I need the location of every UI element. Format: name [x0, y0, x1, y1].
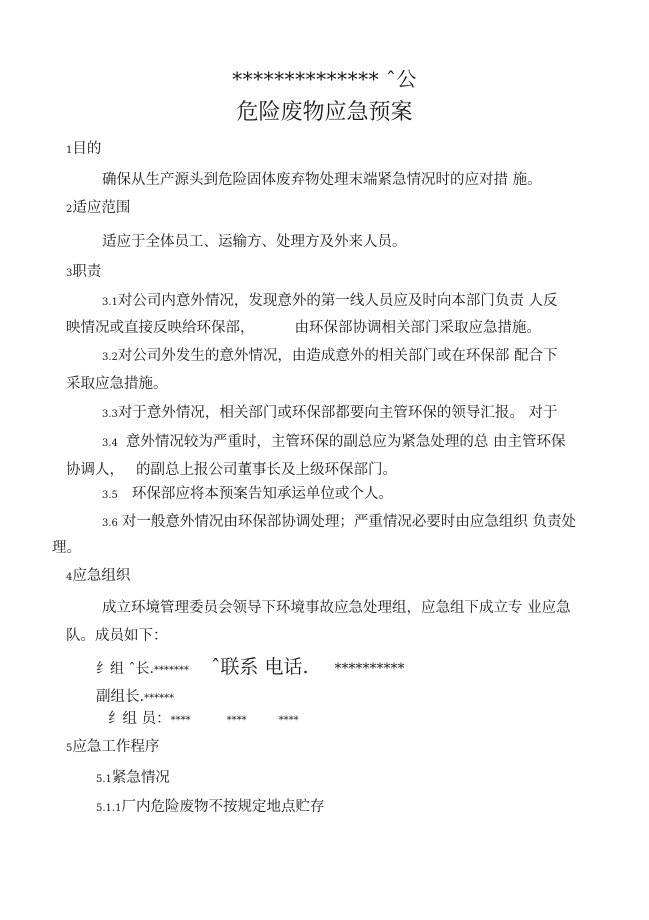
subsection-5-1-heading — [96, 769, 170, 789]
clause-text: 环保部应将本预案告知承运单位或个人。 — [131, 486, 393, 502]
clause-3-4-continuation — [66, 461, 397, 479]
deputy-leader-label: 副组长. — [96, 689, 145, 705]
subsection-5-1-1-heading — [96, 798, 324, 818]
clause-text: 意外情况较为严重时，主管环保的副总应为紧急处理的总 由主管环保 — [125, 434, 566, 450]
team-members-label: 纟组 员： — [108, 711, 171, 727]
clause-number: 3.2 — [102, 352, 118, 363]
deputy-leader-row — [96, 688, 174, 708]
section-title: 目的 — [72, 141, 102, 157]
section-2-heading — [66, 199, 130, 219]
clause-text: 对一般意外情况由环保部协调处理；严重情况必要时由应急组织 负责处 — [121, 514, 577, 530]
team-member: **** — [170, 715, 191, 726]
team-leader-label: 纟组 ˆ长. — [96, 661, 154, 677]
section-title: 适应范围 — [72, 200, 131, 216]
clause-3-3-line — [102, 404, 558, 424]
section-2-paragraph: 适应于全体员工、运输方、处理方及外来人员。 — [102, 234, 407, 250]
clause-text: 映情况或直接反映给环保部， — [66, 320, 255, 336]
section-title: 应急工作程序 — [72, 739, 160, 755]
clause-number: 3.4 — [102, 438, 118, 449]
section-5-heading — [66, 738, 159, 758]
clause-number: 3.6 — [102, 518, 118, 529]
clause-3-2-line — [102, 347, 558, 367]
team-leader-name: ******* — [153, 665, 189, 676]
clause-3-6-line — [102, 513, 576, 533]
section-number: 3 — [66, 268, 73, 279]
company-name-line: ************** ˆ公 — [232, 67, 417, 91]
clause-text: 对于意外情况，相关部门或环保部都要向主管环保的领导汇报。 对于 — [117, 405, 558, 421]
section-number: 4 — [66, 572, 73, 583]
contact-phone-value: ********** — [334, 661, 405, 677]
team-leader-row — [96, 655, 405, 683]
section-4-paragraph-continuation: 队。成员如下： — [66, 628, 168, 644]
section-number: 2 — [66, 204, 73, 215]
section-number: 1 — [66, 145, 73, 156]
section-3-heading — [66, 263, 101, 283]
clause-text: 的副总上报公司董事长及上级环保部门。 — [136, 462, 397, 478]
clause-3-6-continuation: 理。 — [52, 540, 81, 556]
team-members-row — [108, 710, 299, 730]
deputy-leader-name: ****** — [144, 693, 175, 704]
clause-text: 协调人， — [66, 462, 124, 478]
clause-text: 对公司内意外情况，发现意外的第一线人员应及时向本部门负责 人反 — [117, 293, 558, 309]
subsection-title: 紧急情况 — [111, 770, 170, 786]
contact-phone-label: ˆ联系 电话. — [210, 656, 309, 678]
subsection-number: 5.1.1 — [96, 803, 122, 814]
team-member: **** — [278, 715, 299, 726]
clause-number: 3.3 — [102, 409, 118, 420]
section-title: 应急组织 — [72, 568, 131, 584]
clause-text: 由环保部协调相关部门采取应急措施。 — [294, 320, 541, 336]
section-number: 5 — [66, 743, 73, 754]
clause-3-1-continuation — [66, 319, 541, 337]
section-1-paragraph: 确保从生产源头到危险固体废弃物处理末端紧急情况时的应对措 施。 — [102, 172, 542, 188]
section-title: 职责 — [72, 264, 102, 280]
subsection-number: 5.1 — [96, 774, 112, 785]
section-4-heading — [66, 567, 130, 587]
section-4-paragraph: 成立环境管理委员会领导下环境事故应急处理组，应急组下成立专 业应急 — [102, 600, 571, 616]
clause-3-5-line — [102, 485, 393, 505]
document-title: 危险废物应急预案 — [236, 100, 413, 125]
clause-3-2-continuation: 采取应急措施。 — [66, 376, 168, 392]
section-1-heading — [66, 140, 101, 160]
subsection-title: 厂内危险废物不按规定地点贮存 — [121, 799, 325, 815]
clause-number: 3.1 — [102, 297, 118, 308]
clause-3-1-line — [102, 292, 558, 312]
clause-text: 对公司外发生的意外情况，由造成意外的相关部门或在环保部 配合下 — [117, 348, 558, 364]
clause-number: 3.5 — [102, 490, 118, 501]
team-member: **** — [226, 715, 247, 726]
clause-3-4-line — [102, 433, 566, 453]
